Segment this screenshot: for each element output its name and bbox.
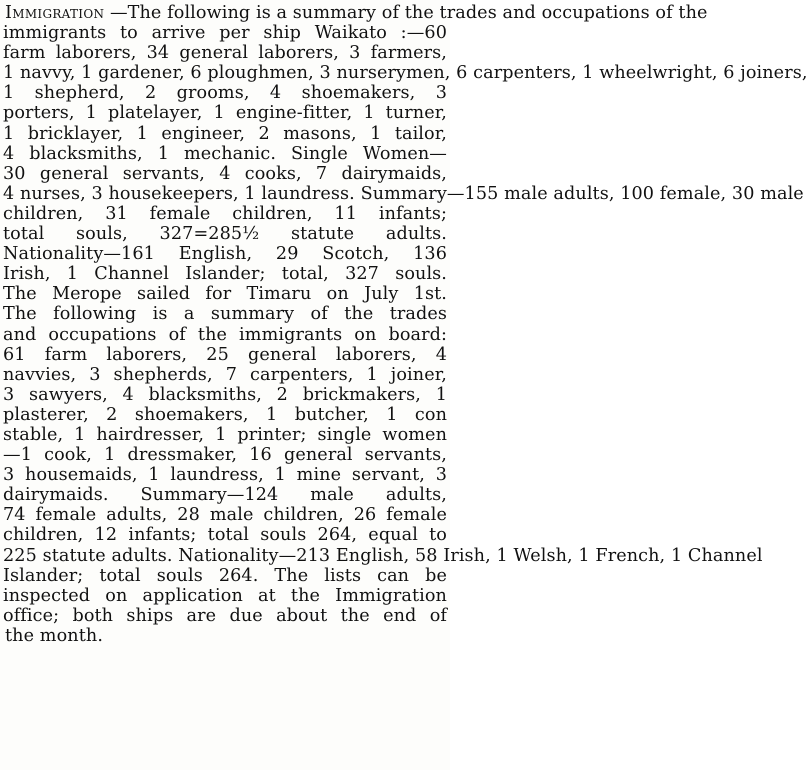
article-line: office; both ships are due about the end of	[3, 605, 447, 626]
article-line: stable, 1 hairdresser, 1 printer; single women	[3, 424, 447, 445]
article-line: 1 navvy, 1 gardener, 6 ploughmen, 3 nurserymen, 6 carpenters, 1 wheelwright, 6 joiners,	[3, 63, 808, 84]
article-line: plasterer, 2 shoemakers, 1 butcher, 1 con	[3, 404, 447, 425]
article-line: 30 general servants, 4 cooks, 7 dairymaids,	[3, 163, 447, 184]
article-line: 3 sawyers, 4 blacksmiths, 2 brickmakers, 1	[3, 384, 447, 405]
article-line: navvies, 3 shepherds, 7 carpenters, 1 joiner,	[3, 364, 447, 385]
article-line: farm laborers, 34 general laborers, 3 farmers,	[3, 43, 447, 64]
article-line: —1 cook, 1 dressmaker, 16 general servants,	[3, 445, 447, 466]
article-line: Islander; total souls 264. The lists can be	[3, 565, 447, 586]
article-line: The following is a summary of the trades	[3, 304, 447, 325]
article-line: 3 housemaids, 1 laundress, 1 mine servant, 3	[3, 465, 447, 486]
article-line: 225 statute adults. Nationality—213 English, 58 Irish, 1 Welsh, 1 French, 1 Channel	[3, 545, 763, 566]
article-line: children, 12 infants; total souls 264, equal to	[3, 525, 447, 546]
article-line: immigrants to arrive per ship Waikato :—60	[3, 23, 447, 44]
article-line: Nationality—161 English, 29 Scotch, 136	[3, 244, 447, 265]
article-line: 1 shepherd, 2 grooms, 4 shoemakers, 3	[3, 83, 447, 104]
article-line: children, 31 female children, 11 infants;	[3, 203, 447, 224]
article-heading: Immigration	[5, 3, 105, 23]
article-line: 61 farm laborers, 25 general laborers, 4	[3, 344, 447, 365]
article-line: 74 female adults, 28 male children, 26 female	[3, 505, 447, 526]
article-line: Immigration —The following is a summary of the trades and occupations of the	[5, 3, 708, 23]
article-line: the month.	[5, 625, 104, 646]
immigration-article	[3, 3, 808, 646]
article-line: and occupations of the immigrants on board:	[3, 324, 447, 345]
article-line: inspected on application at the Immigration	[3, 585, 447, 606]
article-line: The Merope sailed for Timaru on July 1st.	[3, 284, 447, 305]
article-line: 4 blacksmiths, 1 mechanic. Single Women—	[3, 143, 447, 164]
article-line: porters, 1 platelayer, 1 engine-fitter, 1 turner,	[3, 103, 447, 124]
article-line: Irish, 1 Channel Islander; total, 327 souls.	[3, 264, 447, 285]
article-line: 4 nurses, 3 housekeepers, 1 laundress. Summary—155 male adults, 100 female, 30 male	[3, 183, 804, 204]
article-line: dairymaids. Summary—124 male adults,	[3, 485, 447, 506]
article-line: 1 bricklayer, 1 engineer, 2 masons, 1 tailor,	[3, 123, 447, 144]
article-line: total souls, 327=285½ statute adults.	[3, 224, 447, 245]
